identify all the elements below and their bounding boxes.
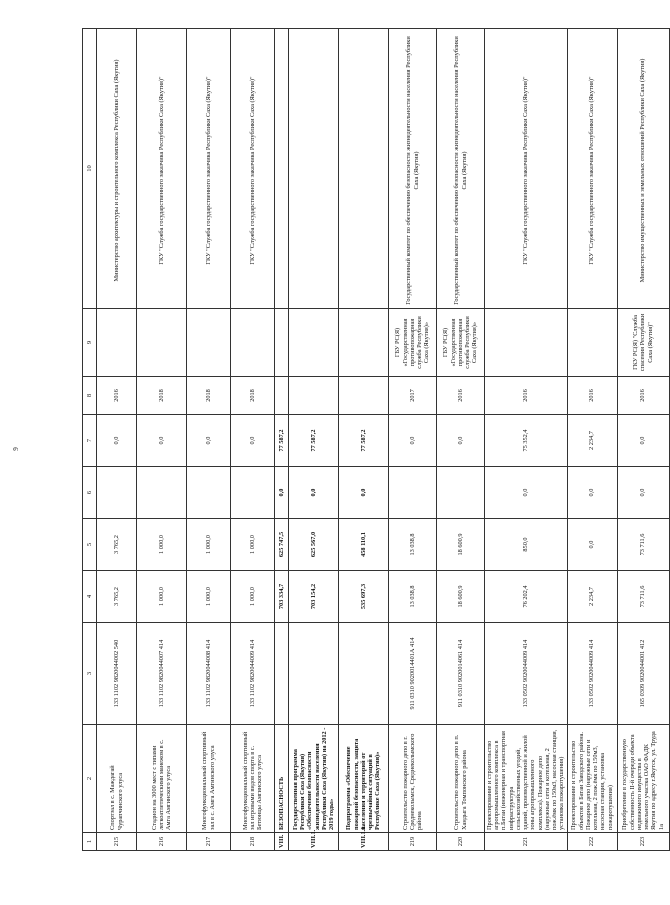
row-number-cell: 218: [231, 833, 275, 851]
year-cell: 2018: [231, 377, 275, 415]
executor-cell: [137, 309, 187, 377]
customer-cell: [275, 29, 289, 309]
amount-col6-cell: 0,0: [485, 467, 568, 519]
budget-code-cell: [275, 623, 289, 725]
amount-total-cell: 1 000,0: [137, 571, 187, 623]
customer-cell: ГКУ "Служба государственного заказчика Республики Саха (Якутия)": [485, 29, 568, 309]
amount-col5-cell: 73 711,6: [617, 519, 669, 571]
year-cell: [289, 377, 339, 415]
amount-total-cell: 1 000,0: [231, 571, 275, 623]
row-number-cell: 220: [437, 833, 485, 851]
executor-cell: ГБУ РС(Я) «Государственная противопожарная служба Республики Саха (Якутия)»: [389, 309, 437, 377]
amount-col5-cell: 625 747,5: [275, 519, 289, 571]
year-cell: [339, 377, 389, 415]
customer-cell: Министерство архитектуры и строительного комплекса Республики Саха (Якутия): [97, 29, 137, 309]
row-number-cell: VIII.1.: [289, 833, 339, 851]
budget-code-cell: [289, 623, 339, 725]
budget-code-cell: [339, 623, 389, 725]
amount-col7-cell: 77 587,2: [289, 415, 339, 467]
amount-col6-cell: [137, 467, 187, 519]
year-cell: 2016: [567, 377, 617, 415]
amount-col6-cell: [231, 467, 275, 519]
table-row: [187, 29, 231, 851]
amount-col7-cell: 0,0: [187, 415, 231, 467]
amount-col7-cell: 75 352,4: [485, 415, 568, 467]
amount-col5-cell: 1 000,0: [137, 519, 187, 571]
table-row: [567, 29, 617, 851]
amount-col6-cell: 0,0: [339, 467, 389, 519]
amount-col7-cell: 0,0: [231, 415, 275, 467]
amount-col6-cell: 0,0: [567, 467, 617, 519]
budget-code-cell: 133 1102 9820044008 414: [187, 623, 231, 725]
page-number: 9: [12, 447, 20, 451]
amount-col6-cell: 0,0: [289, 467, 339, 519]
row-number-cell: 221: [485, 833, 568, 851]
row-number-cell: 223: [617, 833, 669, 851]
row-number-cell: 216: [137, 833, 187, 851]
executor-cell: [289, 309, 339, 377]
table-row: [389, 29, 437, 851]
amount-col7-cell: 77 587,2: [275, 415, 289, 467]
year-cell: 2016: [437, 377, 485, 415]
table-row: [137, 29, 187, 851]
header-col-1: 1: [83, 833, 97, 851]
executor-cell: [275, 309, 289, 377]
executor-cell: ГБУ РС(Я) «Государственная противопожарная служба Республики Саха (Якутия)»: [437, 309, 485, 377]
amount-total-cell: 535 697,3: [339, 571, 389, 623]
item-name-cell: Спортзал в с. Маждагай Чурапчинского улуса: [97, 725, 137, 833]
amount-total-cell: 73 711,6: [617, 571, 669, 623]
year-cell: 2016: [617, 377, 669, 415]
header-col-5: 5: [83, 519, 97, 571]
budget-code-cell: 133 1102 9820044002 540: [97, 623, 137, 725]
executor-cell: ГКУ РС(Я) "Служба спасения Республики Саха (Якутия)": [617, 309, 669, 377]
column-number-header-row: [83, 29, 97, 851]
amount-col5-cell: 850,0: [485, 519, 568, 571]
amount-col7-cell: 77 587,2: [339, 415, 389, 467]
amount-col6-cell: 0,0: [275, 467, 289, 519]
item-name-cell: Государственная программа Республики Саха (Якутия) «Обеспечение безопасности жизнедеятельности населения Республики Саха (Якутия) на 2012 - 2019 годы»: [289, 725, 339, 833]
year-cell: 2018: [137, 377, 187, 415]
item-name-cell: Строительство пожарного депо в г. Среднеколымск, Среднеколымского района: [389, 725, 437, 833]
amount-col5-cell: 625 567,0: [289, 519, 339, 571]
header-col-3: 3: [83, 623, 97, 725]
amount-col5-cell: 1 000,0: [187, 519, 231, 571]
header-col-6: 6: [83, 467, 97, 519]
year-cell: 2018: [187, 377, 231, 415]
item-name-cell: Проектирование и строительство агропромышленного комплекса в п.Батаи (инженерная и транспортная инфраструктура сельскохозяйственных угодий, зданий, производственной и жилой зоны агропромышленного комплекса). Пожарное депо (наружные сети и котельная, 2 пож.ёмк по 150м3, насосная станция, установка пожаротушения): [485, 725, 568, 833]
customer-cell: ГКУ "Служба государственного заказчика Республики Саха (Якутия)": [231, 29, 275, 309]
amount-total-cell: 2 234,7: [567, 571, 617, 623]
amount-total-cell: 18 600,9: [437, 571, 485, 623]
table-row: [275, 29, 289, 851]
executor-cell: [231, 309, 275, 377]
header-col-10: 10: [83, 29, 97, 309]
header-col-7: 7: [83, 415, 97, 467]
row-number-cell: 219: [389, 833, 437, 851]
item-name-cell: Строительство пожарного депо в п. Хандыга Томпонского района: [437, 725, 485, 833]
row-number-cell: 222: [567, 833, 617, 851]
amount-col7-cell: 0,0: [617, 415, 669, 467]
table-row: [437, 29, 485, 851]
amount-col5-cell: 458 110,1: [339, 519, 389, 571]
budget-code-cell: 133 0502 9020044009 414: [567, 623, 617, 725]
item-name-cell: Стадион на 3000 мест с типами легкоатлетическими манежом в с. Амга Амгинского улуса: [137, 725, 187, 833]
table-row: [231, 29, 275, 851]
header-col-4: 4: [83, 571, 97, 623]
budget-code-cell: 133 1102 9820044007 414: [137, 623, 187, 725]
budget-table: [82, 28, 670, 851]
amount-col5-cell: 13 038,8: [389, 519, 437, 571]
amount-col5-cell: 18 600,9: [437, 519, 485, 571]
amount-col7-cell: 2 234,7: [567, 415, 617, 467]
item-name-cell: Многофункциональный спортивный зал в с. Амга Амгинского улуса: [187, 725, 231, 833]
customer-cell: Государственный комитет по обеспечению безопасности жизнедеятельности населения Республики Саха (Якутия): [389, 29, 437, 309]
amount-total-cell: 703 154,2: [289, 571, 339, 623]
executor-cell: [97, 309, 137, 377]
amount-col6-cell: [187, 467, 231, 519]
year-cell: 2016: [485, 377, 568, 415]
budget-code-cell: 133 0502 9020044009 414: [485, 623, 568, 725]
amount-col7-cell: 0,0: [97, 415, 137, 467]
amount-total-cell: 703 334,7: [275, 571, 289, 623]
item-name-cell: БЕЗОПАСНОСТЬ: [275, 725, 289, 833]
amount-col5-cell: 1 000,0: [231, 519, 275, 571]
header-col-2: 2: [83, 725, 97, 833]
amount-col6-cell: [389, 467, 437, 519]
header-col-8: 8: [83, 377, 97, 415]
amount-total-cell: 3 765,2: [97, 571, 137, 623]
executor-cell: [187, 309, 231, 377]
executor-cell: [567, 309, 617, 377]
amount-col7-cell: 0,0: [389, 415, 437, 467]
row-number-cell: 215: [97, 833, 137, 851]
year-cell: 2016: [97, 377, 137, 415]
amount-total-cell: 13 038,8: [389, 571, 437, 623]
item-name-cell: Многофункциональный спортивный зал игровыми видов спорта в с. Бетюнцы Амгинского улуса: [231, 725, 275, 833]
item-name-cell: Проектирование и строительство объектов в Батаи Заводского района. Пожарное депо (наружные сети и котельная, 2 пож.ёмк по 150м3, насосная станция, установка пожаротушения): [567, 725, 617, 833]
table-row: [339, 29, 389, 851]
amount-total-cell: 76 202,4: [485, 571, 568, 623]
item-name-cell: Приобретение в государственную собственность II-й очереди объекта недвижимого имущества в земельного участка ОАО ФАДК Якутия по адресу г.Якутск, ул. Труда 1а: [617, 725, 669, 833]
year-cell: [275, 377, 289, 415]
rotated-table-container: [82, 29, 665, 851]
item-name-cell: Подпрограмма «Обеспечение пожарной безопасности, защита населения и территорий от чрезвычайных ситуаций в Республике Саха (Якутия)»: [339, 725, 389, 833]
table-row: [485, 29, 568, 851]
budget-code-cell: 911 0310 9020014061 414: [437, 623, 485, 725]
amount-col6-cell: 0,0: [617, 467, 669, 519]
executor-cell: [485, 309, 568, 377]
row-number-cell: VIII.1.1.: [339, 833, 389, 851]
customer-cell: ГКУ "Служба государственного заказчика Республики Саха (Якутия)": [187, 29, 231, 309]
amount-col7-cell: 0,0: [137, 415, 187, 467]
table-row: [97, 29, 137, 851]
amount-col6-cell: [97, 467, 137, 519]
budget-code-cell: 133 1102 9820044009 414: [231, 623, 275, 725]
customer-cell: Министерство имущественных и земельных отношений Республики Саха (Якутия): [617, 29, 669, 309]
customer-cell: ГКУ "Служба государственного заказчика Республики Саха (Якутия)": [137, 29, 187, 309]
customer-cell: Государственный комитет по обеспечению безопасности жизнедеятельности населения Республики Саха (Якутия): [437, 29, 485, 309]
row-number-cell: VIII.: [275, 833, 289, 851]
customer-cell: [289, 29, 339, 309]
amount-col6-cell: [437, 467, 485, 519]
amount-col7-cell: 0,0: [437, 415, 485, 467]
executor-cell: [339, 309, 389, 377]
table-row: [617, 29, 669, 851]
amount-col5-cell: 3 765,2: [97, 519, 137, 571]
year-cell: 2017: [389, 377, 437, 415]
budget-code-cell: 911 0310 9020014401А 414: [389, 623, 437, 725]
budget-code-cell: 165 0309 9020044001 412: [617, 623, 669, 725]
header-col-9: 9: [83, 309, 97, 377]
row-number-cell: 217: [187, 833, 231, 851]
customer-cell: ГКУ "Служба государственного заказчика Республики Саха (Якутия)": [567, 29, 617, 309]
amount-total-cell: 1 000,0: [187, 571, 231, 623]
amount-col5-cell: 0,0: [567, 519, 617, 571]
customer-cell: [339, 29, 389, 309]
table-row: [289, 29, 339, 851]
